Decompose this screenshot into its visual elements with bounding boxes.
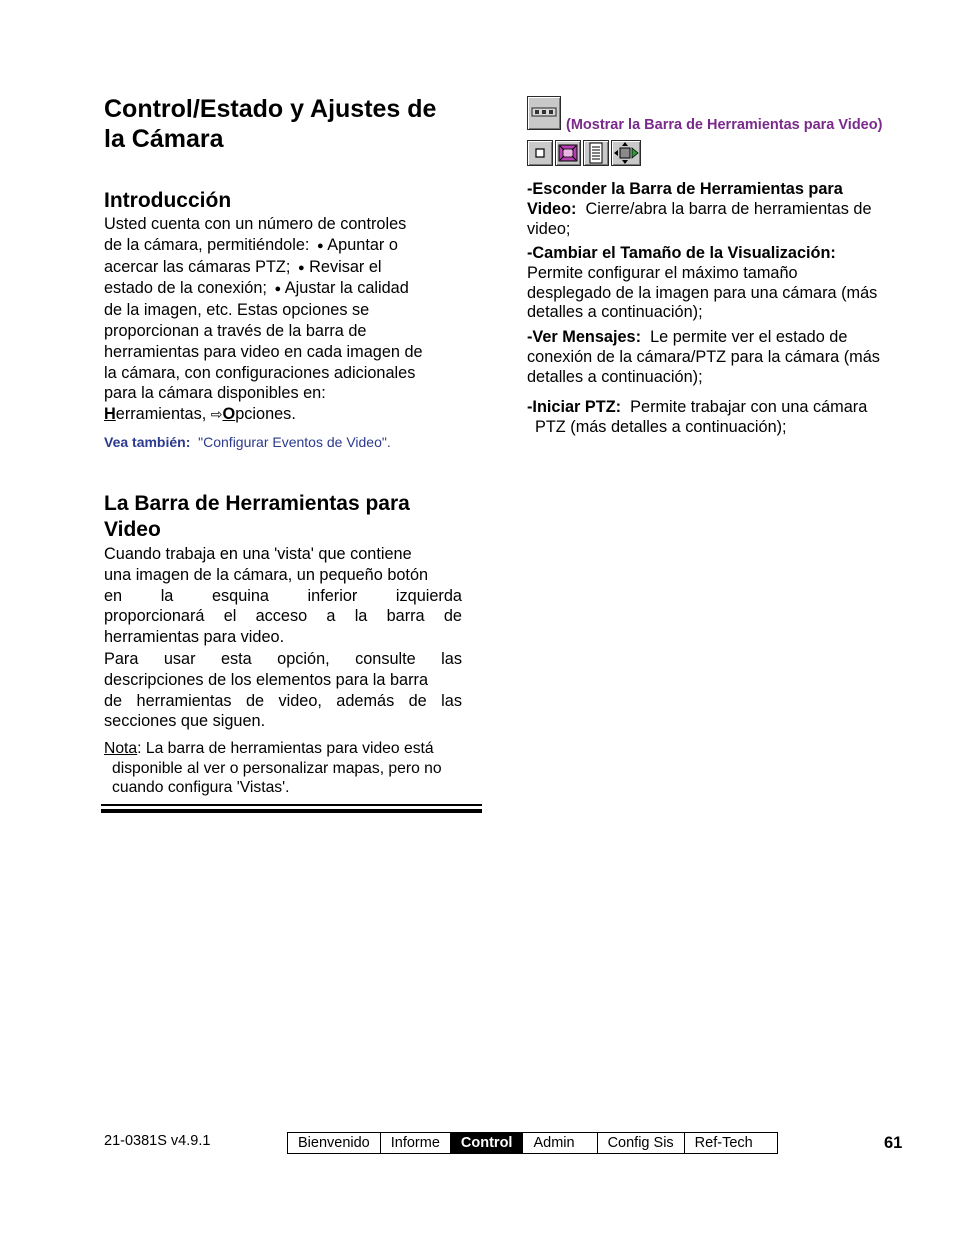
start-ptz-icon[interactable]	[611, 140, 641, 166]
see-also-link[interactable]: "Configurar Eventos de Video".	[198, 434, 391, 450]
toolbar-paragraph-1	[104, 544, 462, 648]
view-messages-icon[interactable]	[583, 140, 609, 166]
page-title	[104, 94, 436, 154]
item-change-size: -Cambiar el Tamaño de la Visualización: Permite configurar el máximo tamaño desplegado de la imagen para una cámara (más detalles a continuación);	[527, 244, 878, 322]
nav-control[interactable]: Control	[451, 1133, 524, 1153]
intro-line: acercar las cámaras PTZ; ● Revisar el	[104, 257, 382, 276]
intro-line: Usted cuenta con un número de controles	[104, 215, 407, 233]
p1-line: Cuando trabaja en una 'vista' que contiene	[104, 545, 412, 563]
hide-toolbar-icon[interactable]	[527, 140, 553, 166]
item-hide-toolbar: -Esconder la Barra de Herramientas para Video: Cierre/abra la barra de herramientas de video;	[527, 180, 872, 238]
p1-line: en la esquina inferior izquierda	[104, 586, 462, 605]
intro-line: de la imagen, etc. Estas opciones se	[104, 301, 370, 320]
intro-paragraph	[104, 214, 474, 425]
p1-line: herramientas para video.	[104, 628, 285, 647]
bullet-icon: ●	[313, 239, 324, 252]
menu-herramientas-label[interactable]: erramientas,	[115, 405, 207, 424]
menu-herramientas-key[interactable]: H	[104, 405, 116, 424]
page-number: 61	[884, 1134, 903, 1152]
intro-line: estado de la conexión; ● Ajustar la calidad	[104, 279, 409, 298]
intro-line: proporcionan a través de la barra de	[104, 321, 367, 340]
intro-line: de la cámara, permitiéndole: ● Apuntar o	[104, 235, 398, 254]
nav-informe[interactable]: Informe	[381, 1133, 451, 1153]
toolbar-section-heading: La Barra de Herramientas para Video	[104, 492, 410, 541]
nav-admin[interactable]: Admin	[523, 1133, 597, 1153]
intro-heading: Introducción	[104, 189, 232, 212]
bullet-icon: ●	[294, 261, 305, 274]
item-term: Cambiar el Tamaño de la Visualización:	[532, 244, 836, 262]
section-divider-thick	[101, 809, 482, 813]
arrow-right-icon: ⇨	[210, 406, 223, 423]
item-start-ptz: -Iniciar PTZ: Permite trabajar con una cámara PTZ (más detalles a continuación);	[527, 398, 868, 436]
item-term: Ver Mensajes:	[532, 328, 642, 346]
item-view-messages: -Ver Mensajes: Le permite ver el estado de conexión de la cámara/PTZ para la cámara (más detalles a continuación);	[527, 328, 880, 386]
p1-line: proporcionará el acceso a la barra de	[104, 607, 462, 626]
menu-opciones-key[interactable]: O	[222, 405, 236, 424]
p2-line: descripciones de los elementos para la barra	[104, 670, 428, 689]
show-toolbar-caption: (Mostrar la Barra de Herramientas para Video)	[566, 117, 883, 133]
item-term: Video:	[527, 199, 577, 218]
intro-line: herramientas para video en cada imagen de	[104, 342, 423, 361]
nav-config-sis[interactable]: Config Sis	[598, 1133, 685, 1153]
see-also	[104, 434, 391, 450]
p2-line: Para usar esta opción, consulte las	[104, 650, 462, 668]
footer-nav	[287, 1132, 778, 1154]
item-term: Esconder la Barra de Herramientas para	[532, 180, 843, 198]
page-title-line1: Control/Estado y Ajustes de	[104, 95, 437, 123]
menu-path	[104, 404, 474, 425]
page-title-line2: la Cámara	[104, 125, 224, 153]
section-divider-thin	[101, 804, 482, 806]
p2-line: secciones que siguen.	[104, 712, 266, 731]
doc-id: 21-0381S v4.9.1	[104, 1133, 211, 1149]
toolbar-paragraph-2	[104, 649, 462, 732]
change-size-icon[interactable]	[555, 140, 581, 166]
nav-ref-tech[interactable]: Ref-Tech	[694, 1135, 753, 1151]
see-also-label: Vea también:	[104, 434, 191, 450]
item-term: Iniciar PTZ:	[532, 398, 622, 416]
note: Nota: La barra de herramientas para video está disponible al ver o personalizar mapas, pero no cuando configura 'Vistas'.	[104, 740, 442, 797]
note-label: Nota	[104, 740, 138, 757]
p2-line: de herramientas de video, además de las	[104, 691, 462, 710]
nav-bienvenido[interactable]: Bienvenido	[288, 1133, 381, 1153]
menu-opciones-label[interactable]: pciones.	[235, 405, 296, 424]
intro-line: para la cámara disponibles en:	[104, 384, 326, 403]
p1-line: una imagen de la cámara, un pequeño botón	[104, 565, 429, 584]
show-toolbar-icon[interactable]	[527, 96, 561, 130]
intro-line: la cámara, con configuraciones adicionales	[104, 363, 416, 382]
bullet-icon: ●	[271, 283, 282, 296]
